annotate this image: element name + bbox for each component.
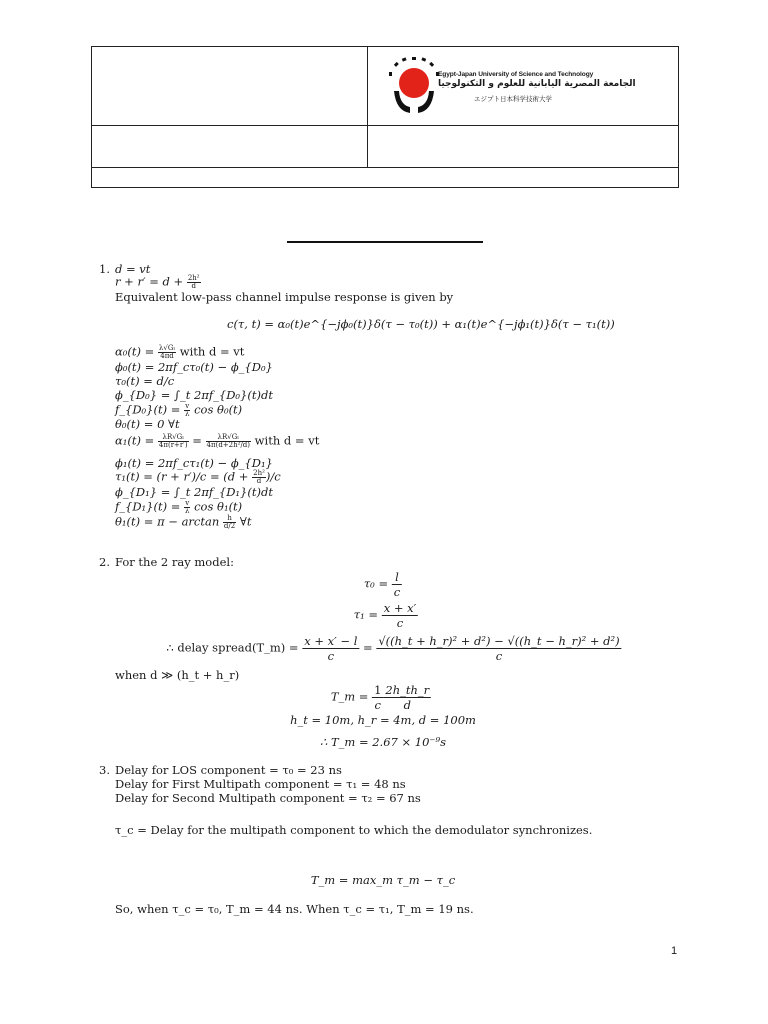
q3-first-multipath-delay: Delay for First Multipath component = τ₁ = 48 ns — [115, 777, 406, 791]
header-divider-vertical — [367, 47, 368, 167]
q1-alpha0: α₀(t) = $\frac{\text{λ√Gₗ}}{4\pi d}$ with d = vt — [115, 344, 245, 360]
q1-theta0: θ₀(t) = 0 ∀t — [115, 417, 180, 431]
q2-tau0: τ₀ = $\frac{l}{c}$ — [363, 570, 401, 599]
q1-intro-text: Equivalent low-pass channel impulse response is given by — [115, 290, 454, 304]
q2-values: h_t = 10m, h_r = 4m, d = 100m — [290, 713, 476, 727]
q2-when-condition: when d ≫ (h_t + h_r) — [115, 668, 240, 682]
q2-delay-spread: ∴ delay spread(T_m) = $\frac{x + x' - l}{c}$ = $\frac{\text{√((h\_t + h\_r)² + d²) − √((h\_t − h\_r)² + d²)}}{c}$ — [166, 634, 620, 663]
q1-fD0: f_{D₀}(t) = $\frac{v}{\lambda}$ cos θ₀(t) — [115, 402, 243, 418]
q1-tau0: τ₀(t) = d/c — [115, 374, 175, 388]
q1-number: 1. — [99, 262, 110, 276]
title-underline — [287, 241, 483, 243]
university-name-ar: الجامعة المصرية اليابانية للعلوم و التكنولوجيا — [438, 79, 636, 89]
q1-phi0: ϕ₀(t) = 2πf_cτ₀(t) − ϕ_{D₀} — [115, 360, 273, 374]
q1-theta1: θ₁(t) = π − arctan $\frac{h}{d/2}$ ∀t — [115, 514, 252, 530]
q3-tm-max-eq: T_m = max_m τ_m − τ_c — [310, 873, 456, 887]
university-logo-icon — [388, 57, 444, 117]
q1-tau1: τ₁(t) = (r + r′)/c = (d + $\frac{\text{2h²}}{d}$ )/c — [115, 469, 281, 485]
q2-result: ∴ T_m = 2.67 × 10⁻⁹s — [319, 735, 447, 749]
q1-line-d: d = vt — [115, 262, 151, 276]
q3-los-delay: Delay for LOS component = τ₀ = 23 ns — [115, 763, 342, 777]
q3-number: 3. — [99, 763, 110, 777]
q1-fD1: f_{D₁}(t) = $\frac{v}{\lambda}$ cos θ₁(t) — [115, 499, 243, 515]
q2-tau1: τ₁ = $\frac{x + x'}{c}$ — [353, 601, 417, 630]
page-number: 1 — [671, 945, 678, 957]
q1-line-r: r + r′ = d + $\frac{\text{2h²}}{d}$ — [115, 274, 200, 290]
q2-intro-text: For the 2 ray model: — [115, 555, 234, 569]
q3-second-multipath-delay: Delay for Second Multipath component = τ₂ = 67 ns — [115, 791, 421, 805]
university-name-jp: エジプト日本科学技術大学 — [474, 95, 552, 103]
q3-tauc-definition: τ_c = Delay for the multipath component to which the demodulator synchronizes. — [115, 823, 593, 837]
q3-conclusion: So, when τ_c = τ₀, T_m = 44 ns. When τ_c = τ₁, T_m = 19 ns. — [115, 902, 474, 916]
q1-phiD1: ϕ_{D₁} = ∫_t 2πf_{D₁}(t)dt — [115, 485, 273, 499]
q1-impulse-response-eq: c(τ, t) = α₀(t)e^{−jϕ₀(t)}δ(τ − τ₀(t)) + α₁(t)e^{−jϕ₁(t)}δ(τ − τ₁(t)) — [227, 317, 615, 331]
header-divider-row2 — [92, 167, 678, 168]
q1-phiD0: ϕ_{D₀} = ∫_t 2πf_{D₀}(t)dt — [115, 388, 273, 402]
header-divider-row1 — [92, 125, 678, 126]
q2-number: 2. — [99, 555, 110, 569]
q2-tm-approx: T_m = $\frac{1}{c}$ $\frac{2h\_th\_r}{d}$ — [330, 683, 430, 712]
university-name-en: Egypt-Japan University of Science and Technology — [438, 71, 594, 78]
header-table — [91, 46, 679, 188]
q1-phi1: ϕ₁(t) = 2πf_cτ₁(t) − ϕ_{D₁} — [115, 456, 273, 470]
q1-alpha1: α₁(t) = $\frac{\text{λR√Gₗ}}{4\pi(r+r')}$ = $\frac{\text{λR√Gₗ}}{\text{4π(d+2h²/d)}}$ with d = vt — [115, 433, 320, 449]
